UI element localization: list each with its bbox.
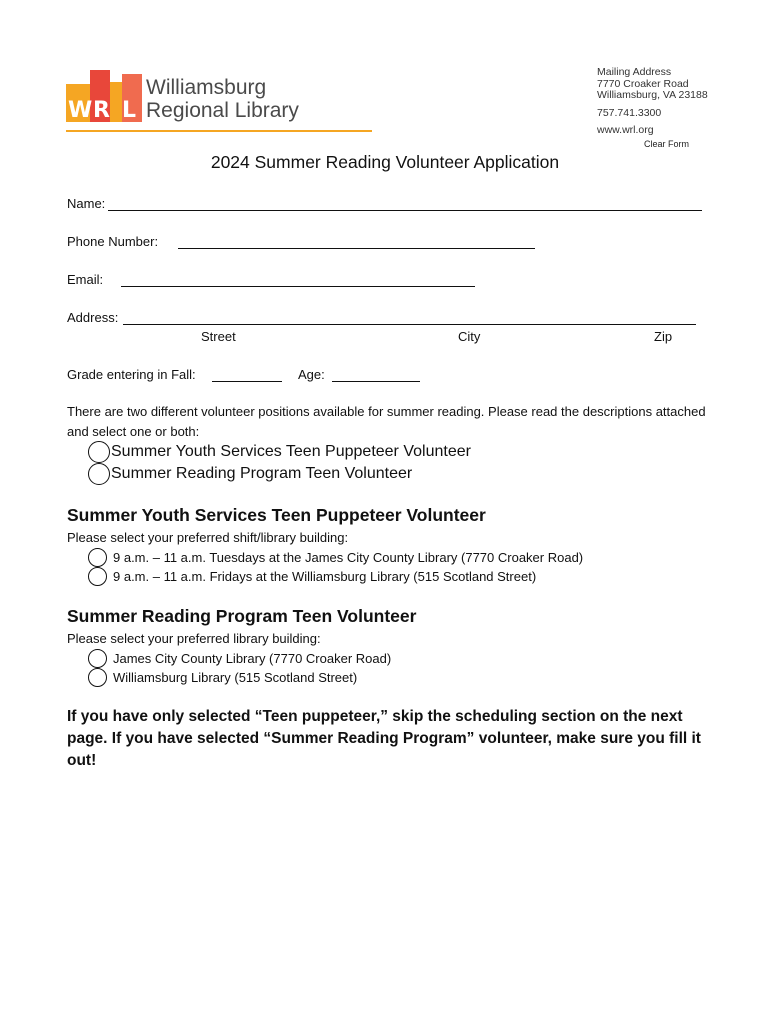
address-label: Address: [67, 310, 119, 325]
puppeteer-label-tuesday: 9 a.m. – 11 a.m. Tuesdays at the James City County Library (7770 Croaker Road) [113, 550, 584, 565]
reading-radio-jcc[interactable] [88, 649, 107, 668]
position-label-puppeteer: Summer Youth Services Teen Puppeteer Volunteer [111, 443, 471, 460]
clear-form-button[interactable]: Clear Form [644, 139, 690, 149]
mailing-label: Mailing Address [597, 66, 672, 78]
age-field[interactable] [332, 381, 420, 382]
position-option-puppeteer[interactable] [88, 441, 471, 463]
position-option-reading[interactable] [88, 463, 412, 485]
reading-prompt: Please select your preferred library building: [67, 631, 321, 646]
zip-caption: Zip [654, 329, 673, 344]
email-label: Email: [67, 272, 104, 287]
position-radio-puppeteer[interactable] [88, 441, 110, 463]
reading-option-jcc[interactable] [88, 649, 391, 668]
reading-heading: Summer Reading Program Teen Volunteer [67, 606, 417, 626]
logo-name-line2: Regional Library [146, 99, 299, 122]
reading-option-williamsburg[interactable] [88, 668, 357, 687]
puppeteer-radio-tuesday[interactable] [88, 548, 107, 567]
puppeteer-option-tuesday[interactable] [88, 548, 583, 567]
name-label: Name: [67, 196, 106, 211]
wrl-logo [66, 70, 376, 136]
position-radio-reading[interactable] [88, 463, 110, 485]
logo-letter-l: L [122, 98, 137, 123]
scheduling-note: If you have only selected “Teen puppeteer,” skip the scheduling section on the next page. If you have selected “Summer Reading Program” volunteer, make sure you fill it out! [67, 708, 701, 769]
puppeteer-prompt: Please select your preferred shift/library building: [67, 530, 349, 545]
logo-letter-r: R [93, 98, 110, 123]
mailing-web: www.wrl.org [597, 124, 654, 136]
page-title: 2024 Summer Reading Volunteer Application [210, 152, 560, 172]
reading-radio-williamsburg[interactable] [88, 668, 107, 687]
email-field[interactable] [121, 286, 475, 287]
mailing-street: 7770 Croaker Road [597, 77, 689, 90]
phone-field[interactable] [178, 248, 535, 249]
mailing-address-block [597, 67, 708, 137]
position-label-reading: Summer Reading Program Teen Volunteer [111, 465, 413, 482]
grade-field[interactable] [212, 381, 282, 382]
street-caption: Street [201, 329, 236, 344]
logo-name [146, 76, 299, 122]
logo-rule [66, 130, 372, 132]
puppeteer-option-friday[interactable] [88, 567, 536, 586]
address-field[interactable] [123, 324, 696, 325]
phone-label: Phone Number: [67, 234, 159, 249]
grade-label: Grade entering in Fall: [67, 367, 196, 382]
mailing-city: Williamsburg, VA 23188 [597, 89, 708, 101]
reading-label-jcc: James City County Library (7770 Croaker Road) [113, 651, 392, 666]
puppeteer-radio-friday[interactable] [88, 567, 107, 586]
name-field[interactable] [108, 210, 702, 211]
reading-label-williamsburg: Williamsburg Library (515 Scotland Street) [113, 670, 358, 685]
logo-name-line1: Williamsburg [146, 76, 267, 99]
age-label: Age: [298, 367, 325, 382]
logo-letter-w: W [68, 98, 93, 123]
puppeteer-heading: Summer Youth Services Teen Puppeteer Volunteer [67, 505, 486, 525]
intro-paragraph: There are two different volunteer positions available for summer reading. Please read the descriptions attached and select one or both: [67, 404, 706, 439]
puppeteer-label-friday: 9 a.m. – 11 a.m. Fridays at the Williamsburg Library (515 Scotland Street) [113, 569, 537, 584]
mailing-phone: 757.741.3300 [597, 106, 662, 119]
logo-letters [66, 98, 142, 124]
city-caption: City [458, 329, 481, 344]
